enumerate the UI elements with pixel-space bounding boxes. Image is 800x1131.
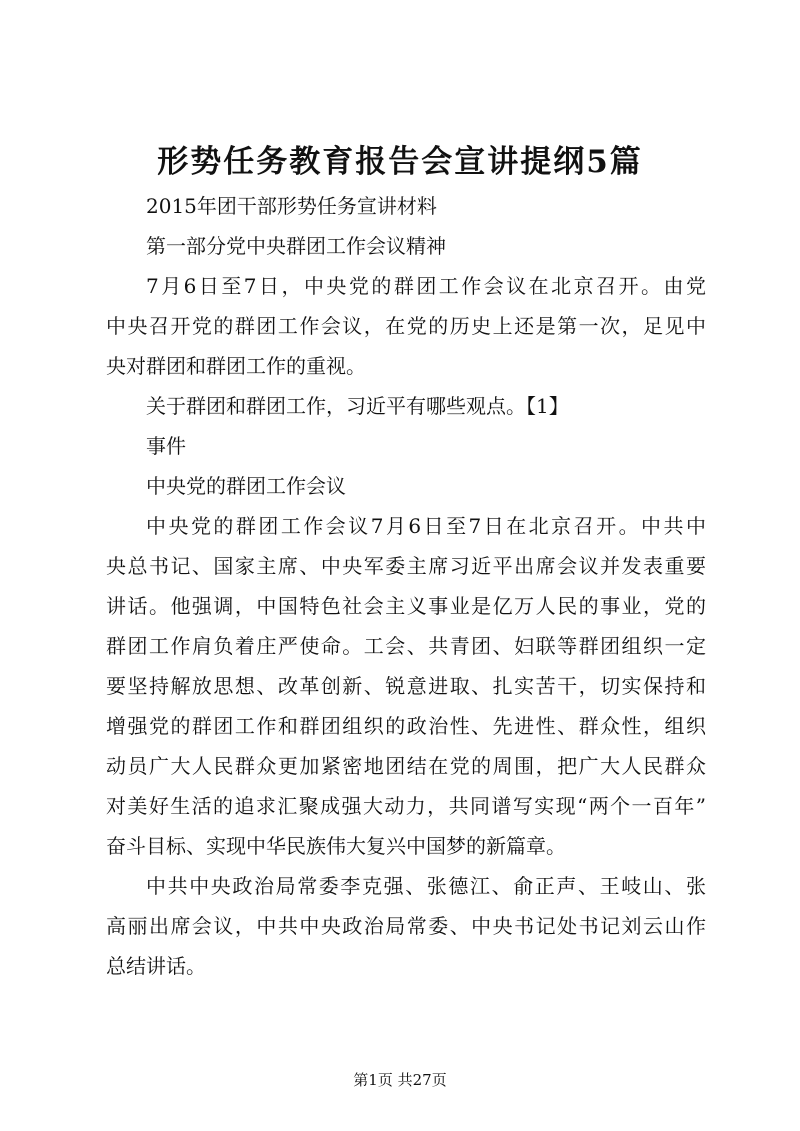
paragraph-line: 中共中央政治局常委李克强、张德江、俞正声、王岐山、张 [146, 874, 706, 898]
paragraph [106, 426, 706, 466]
paragraph-line: 高丽出席会议，中共中央政治局常委、中央书记处书记刘云山作 [106, 914, 706, 938]
paragraph-line: 第一部分党中央群团工作会议精神 [146, 234, 446, 258]
page-footer: 第1页 共27页 [353, 1071, 447, 1089]
paragraph-line: 关于群团和群团工作，习近平有哪些观点。【1】 [146, 394, 569, 418]
paragraph-line: 要坚持解放思想、改革创新、锐意进取、扎实苦干，切实保持和 [106, 674, 706, 698]
paragraph-line: 讲话。他强调，中国特色社会主义事业是亿万人民的事业，党的 [106, 594, 706, 618]
paragraph-line: 事件 [146, 434, 186, 458]
paragraph [106, 226, 706, 266]
paragraph [106, 466, 706, 506]
paragraph-line: 奋斗目标、实现中华民族伟大复兴中国梦的新篇章。 [106, 834, 566, 858]
paragraph [106, 866, 706, 986]
paragraph-line: 2015年团干部形势任务宣讲材料 [146, 194, 437, 218]
document-body [106, 186, 706, 986]
paragraph [106, 506, 706, 866]
paragraph-line: 群团工作肩负着庄严使命。工会、共青团、妇联等群团组织一定 [106, 634, 706, 658]
paragraph [106, 186, 706, 226]
paragraph-line: 央对群团和群团工作的重视。 [106, 354, 366, 378]
paragraph-line: 增强党的群团工作和群团组织的政治性、先进性、群众性，组织 [106, 714, 706, 738]
paragraph-line: 动员广大人民群众更加紧密地团结在党的周围，把广大人民群众 [106, 754, 706, 778]
paragraph-line: 7月6日至7日，中央党的群团工作会议在北京召开。由党 [146, 274, 706, 298]
paragraph [106, 386, 706, 426]
paragraph [106, 266, 706, 386]
paragraph-line: 对美好生活的追求汇聚成强大动力，共同谱写实现“两个一百年” [106, 794, 706, 818]
paragraph-line: 中央党的群团工作会议7月6日至7日在北京召开。中共中 [146, 514, 706, 538]
paragraph-line: 央总书记、国家主席、中央军委主席习近平出席会议并发表重要 [106, 554, 706, 578]
document-title: 形势任务教育报告会宣讲提纲5篇 [157, 144, 643, 180]
paragraph-line: 中央党的群团工作会议 [146, 474, 346, 498]
paragraph-line: 中央召开党的群团工作会议，在党的历史上还是第一次，足见中 [106, 314, 706, 338]
paragraph-line: 总结讲话。 [106, 954, 206, 978]
